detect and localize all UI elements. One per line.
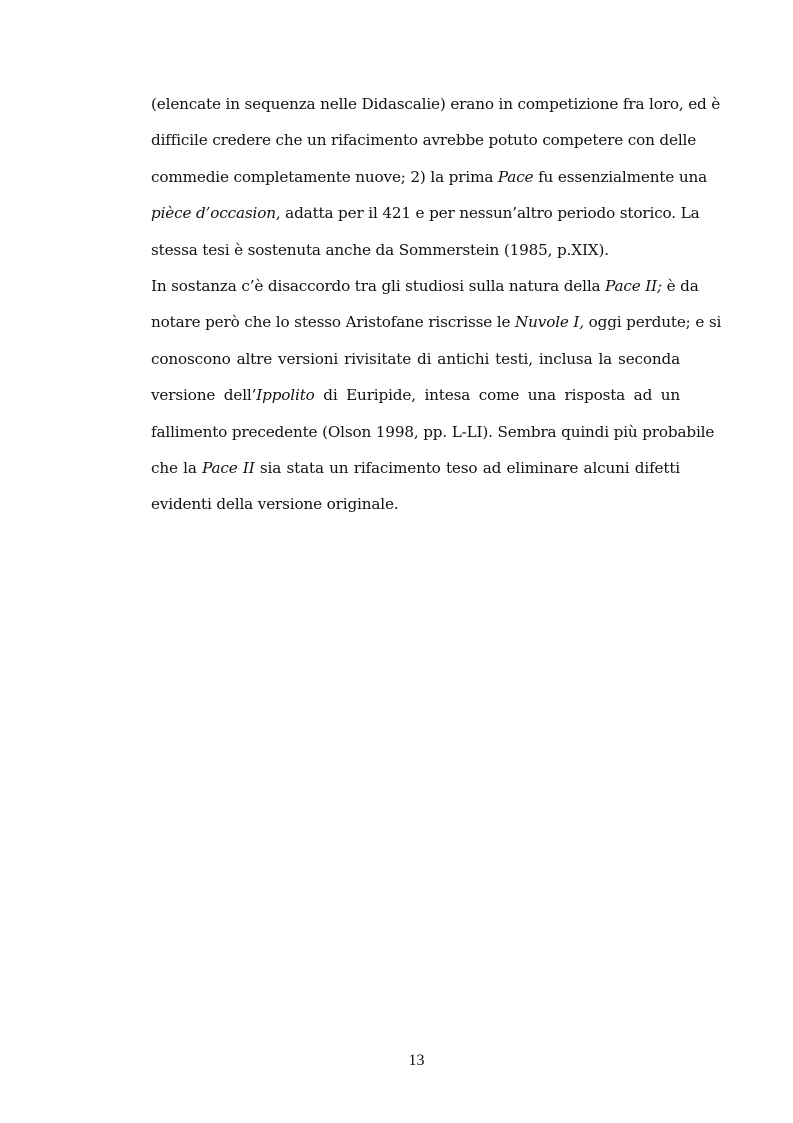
text-line — [151, 486, 680, 522]
italic-text: Pace II; — [605, 276, 662, 295]
body-text — [151, 86, 722, 523]
page-number: 13 — [408, 1052, 425, 1069]
text-segment: In sostanza c’è disaccordo tra gli studiosi sulla natura della — [151, 276, 606, 295]
italic-text: Ippolito — [256, 386, 315, 405]
text-segment: difficile credere che un rifacimento avrebbe potuto competere con delle — [151, 131, 697, 150]
text-segment: conoscono altre versioni rivisitate di antichi testi, inclusa la seconda — [151, 349, 680, 368]
text-segment: (elencate in sequenza nelle Didascalie) erano in competizione fra loro, ed è — [151, 95, 721, 113]
text-segment: sia stata un rifacimento teso ad eliminare alcuni difetti — [254, 458, 680, 477]
text-segment: è da — [661, 276, 699, 295]
text-segment: di Euripide, intesa come una risposta ad un — [314, 386, 680, 405]
text-segment: , adatta per il 421 e per nessun’altro periodo storico. La — [275, 204, 700, 223]
text-segment: che la — [151, 458, 203, 477]
text-segment: notare però che lo stesso Aristofane riscrisse le — [151, 313, 515, 332]
text-segment: versione dell’ — [151, 386, 257, 405]
text-segment: stessa tesi è sostenuta anche da Sommerstein (1985, p.XIX). — [151, 240, 609, 259]
text-line — [151, 450, 680, 486]
text-line — [151, 377, 680, 413]
text-line — [151, 414, 715, 450]
text-segment: oggi perdute; e si — [583, 313, 722, 332]
text-segment: commedie completamente nuove; 2) la prima — [151, 167, 498, 186]
italic-text: Pace — [497, 167, 534, 186]
italic-text: Pace II — [202, 458, 255, 477]
text-segment: evidenti della versione originale. — [151, 495, 399, 514]
text-segment: fu essenzialmente una — [533, 167, 707, 186]
text-line — [151, 159, 707, 195]
text-segment: fallimento precedente (Olson 1998, pp. L-LI). Sembra quindi più probabile — [151, 422, 715, 441]
text-line — [151, 195, 700, 231]
italic-text: Nuvole I, — [515, 313, 584, 332]
text-line — [151, 304, 722, 340]
text-line — [151, 86, 721, 122]
text-line — [151, 341, 680, 377]
italic-text: pièce d’occasion — [151, 204, 276, 223]
text-line — [151, 232, 680, 268]
text-line — [151, 122, 697, 158]
text-line — [151, 268, 699, 304]
